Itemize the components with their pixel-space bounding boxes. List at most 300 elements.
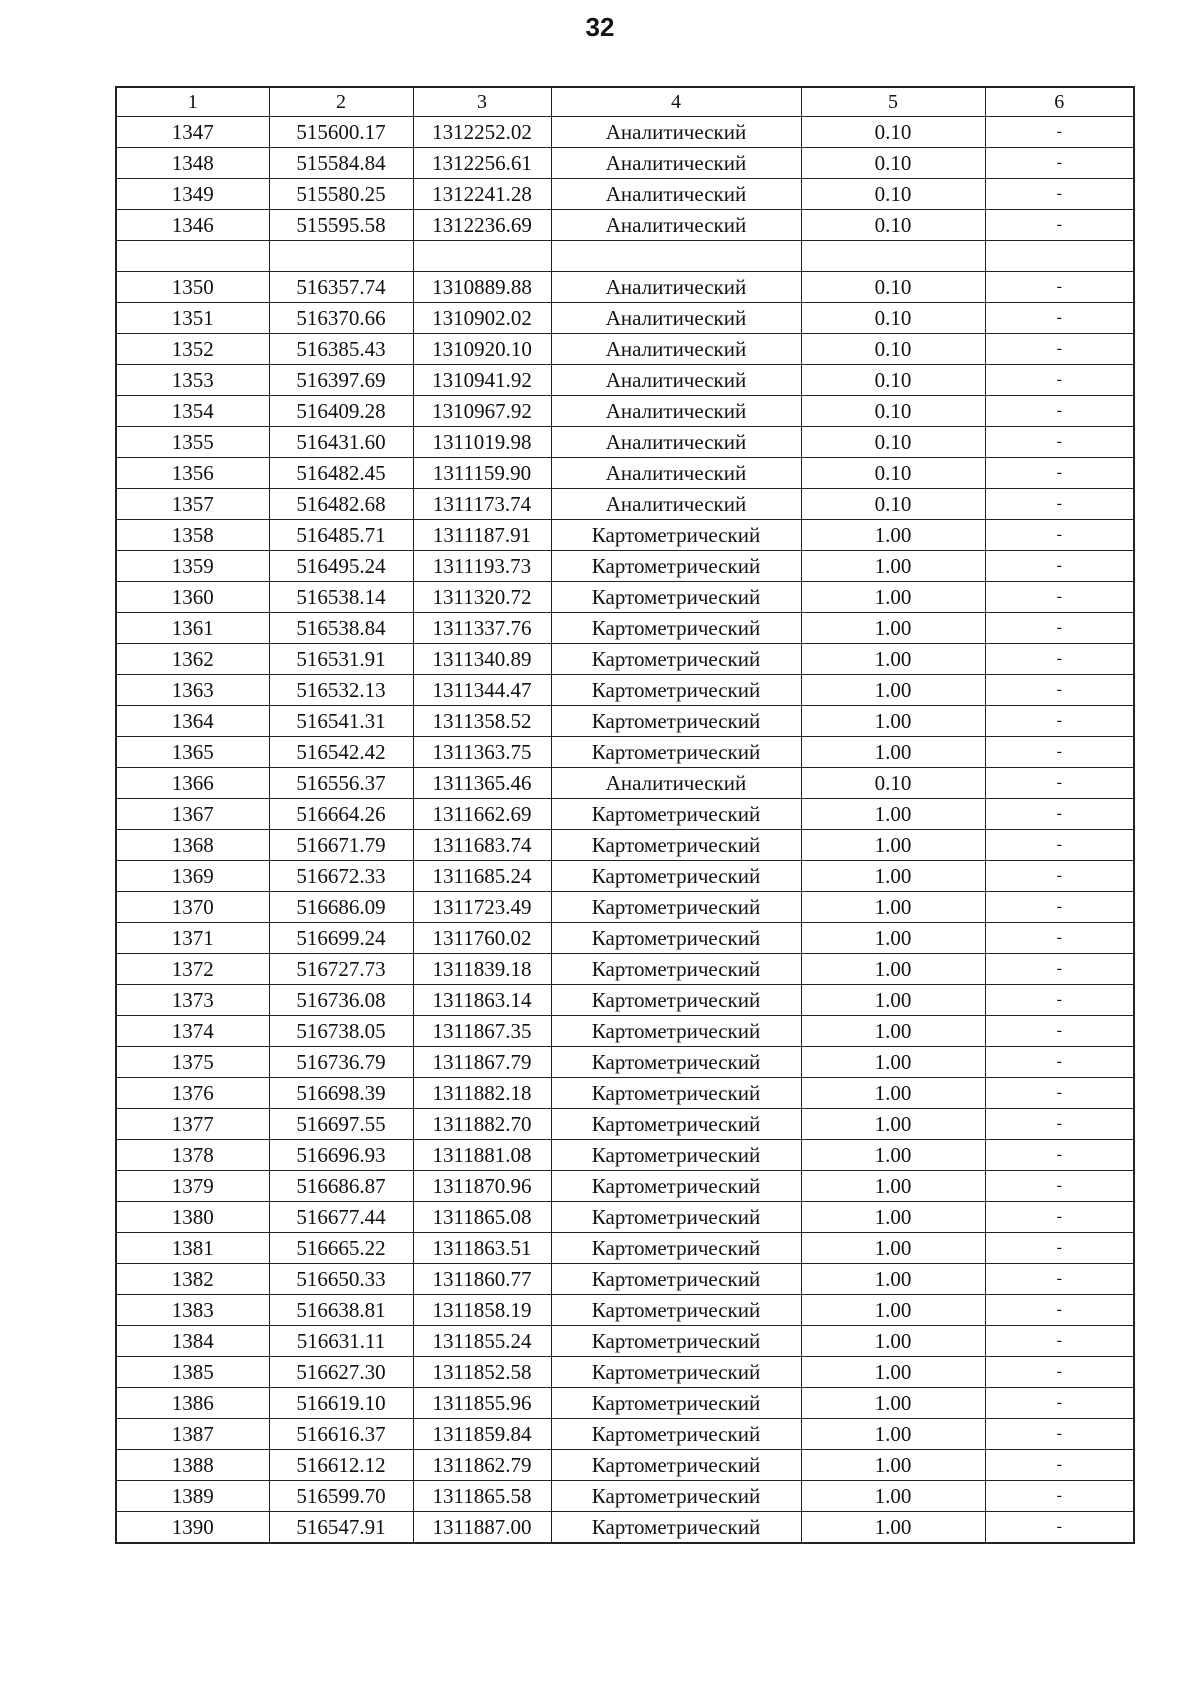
point-number-cell: 1357 xyxy=(116,489,269,520)
note-cell: - xyxy=(985,799,1134,830)
point-number-cell: 1382 xyxy=(116,1264,269,1295)
method-cell: Аналитический xyxy=(551,179,801,210)
note-cell: - xyxy=(985,644,1134,675)
point-number-cell: 1353 xyxy=(116,365,269,396)
table-body xyxy=(116,117,1134,1544)
point-number-cell: 1352 xyxy=(116,334,269,365)
x-coordinate-cell: 516627.30 xyxy=(269,1357,413,1388)
accuracy-cell: 1.00 xyxy=(801,1512,985,1544)
method-cell: Картометрический xyxy=(551,675,801,706)
accuracy-cell: 1.00 xyxy=(801,1233,985,1264)
note-cell: - xyxy=(985,675,1134,706)
accuracy-cell: 1.00 xyxy=(801,1109,985,1140)
method-cell: Аналитический xyxy=(551,489,801,520)
table-row xyxy=(116,706,1134,737)
point-number-cell: 1348 xyxy=(116,148,269,179)
x-coordinate-cell: 516638.81 xyxy=(269,1295,413,1326)
point-number-cell: 1371 xyxy=(116,923,269,954)
method-cell: Картометрический xyxy=(551,1047,801,1078)
note-cell: - xyxy=(985,148,1134,179)
table-row xyxy=(116,1140,1134,1171)
accuracy-cell: 0.10 xyxy=(801,489,985,520)
method-cell: Картометрический xyxy=(551,706,801,737)
point-number-cell: 1347 xyxy=(116,117,269,148)
y-coordinate-cell: 1312252.02 xyxy=(413,117,551,148)
table-row xyxy=(116,1016,1134,1047)
table-row xyxy=(116,892,1134,923)
note-cell: - xyxy=(985,768,1134,799)
y-coordinate-cell: 1311865.08 xyxy=(413,1202,551,1233)
method-cell: Картометрический xyxy=(551,551,801,582)
accuracy-cell: 1.00 xyxy=(801,985,985,1016)
x-coordinate-cell: 516616.37 xyxy=(269,1419,413,1450)
x-coordinate-cell: 515595.58 xyxy=(269,210,413,241)
y-coordinate-cell: 1311860.77 xyxy=(413,1264,551,1295)
y-coordinate-cell: 1312256.61 xyxy=(413,148,551,179)
x-coordinate-cell: 516736.08 xyxy=(269,985,413,1016)
x-coordinate-cell: 516686.87 xyxy=(269,1171,413,1202)
accuracy-cell: 1.00 xyxy=(801,1202,985,1233)
method-cell: Аналитический xyxy=(551,148,801,179)
accuracy-cell: 0.10 xyxy=(801,396,985,427)
method-cell: Картометрический xyxy=(551,644,801,675)
accuracy-cell: 1.00 xyxy=(801,923,985,954)
table-row xyxy=(116,1419,1134,1450)
y-coordinate-cell: 1310967.92 xyxy=(413,396,551,427)
method-cell: Картометрический xyxy=(551,1202,801,1233)
column-header-3: 3 xyxy=(413,87,551,117)
x-coordinate-cell: 516665.22 xyxy=(269,1233,413,1264)
table-row xyxy=(116,1078,1134,1109)
point-number-cell: 1354 xyxy=(116,396,269,427)
note-cell: - xyxy=(985,1357,1134,1388)
y-coordinate-cell: 1311340.89 xyxy=(413,644,551,675)
x-coordinate-cell: 516699.24 xyxy=(269,923,413,954)
table-row xyxy=(116,241,1134,272)
table-row xyxy=(116,1450,1134,1481)
point-number-cell: 1356 xyxy=(116,458,269,489)
accuracy-cell: 1.00 xyxy=(801,954,985,985)
note-cell: - xyxy=(985,1047,1134,1078)
accuracy-cell: 1.00 xyxy=(801,799,985,830)
table-row xyxy=(116,954,1134,985)
table-row xyxy=(116,923,1134,954)
method-cell: Картометрический xyxy=(551,1481,801,1512)
table-row xyxy=(116,613,1134,644)
method-cell: Картометрический xyxy=(551,1512,801,1544)
accuracy-cell: 1.00 xyxy=(801,644,985,675)
note-cell: - xyxy=(985,117,1134,148)
method-cell: Картометрический xyxy=(551,582,801,613)
note-cell: - xyxy=(985,830,1134,861)
note-cell: - xyxy=(985,1016,1134,1047)
y-coordinate-cell: 1311193.73 xyxy=(413,551,551,582)
note-cell: - xyxy=(985,1481,1134,1512)
accuracy-cell: 1.00 xyxy=(801,1016,985,1047)
x-coordinate-cell: 516727.73 xyxy=(269,954,413,985)
accuracy-cell: 1.00 xyxy=(801,675,985,706)
table-row xyxy=(116,427,1134,458)
table-row xyxy=(116,644,1134,675)
note-cell: - xyxy=(985,1450,1134,1481)
y-coordinate-cell: 1311344.47 xyxy=(413,675,551,706)
accuracy-cell: 0.10 xyxy=(801,303,985,334)
y-coordinate-cell: 1311882.70 xyxy=(413,1109,551,1140)
table-row xyxy=(116,179,1134,210)
x-coordinate-cell: 515584.84 xyxy=(269,148,413,179)
table-row xyxy=(116,830,1134,861)
note-cell: - xyxy=(985,582,1134,613)
y-coordinate-cell: 1311685.24 xyxy=(413,861,551,892)
note-cell: - xyxy=(985,272,1134,303)
note-cell: - xyxy=(985,210,1134,241)
point-number-cell: 1379 xyxy=(116,1171,269,1202)
table-row xyxy=(116,334,1134,365)
point-number-cell: 1388 xyxy=(116,1450,269,1481)
method-cell: Аналитический xyxy=(551,396,801,427)
x-coordinate-cell: 516357.74 xyxy=(269,272,413,303)
point-number-cell: 1385 xyxy=(116,1357,269,1388)
column-header-2: 2 xyxy=(269,87,413,117)
column-header-5: 5 xyxy=(801,87,985,117)
accuracy-cell: 1.00 xyxy=(801,1078,985,1109)
note-cell: - xyxy=(985,1140,1134,1171)
table-row xyxy=(116,1233,1134,1264)
header-row xyxy=(116,87,1134,117)
table-row xyxy=(116,551,1134,582)
point-number-cell xyxy=(116,241,269,272)
y-coordinate-cell: 1311855.96 xyxy=(413,1388,551,1419)
point-number-cell: 1359 xyxy=(116,551,269,582)
y-coordinate-cell: 1311863.51 xyxy=(413,1233,551,1264)
x-coordinate-cell: 516650.33 xyxy=(269,1264,413,1295)
x-coordinate-cell: 516738.05 xyxy=(269,1016,413,1047)
method-cell: Картометрический xyxy=(551,737,801,768)
note-cell: - xyxy=(985,613,1134,644)
table-row xyxy=(116,1109,1134,1140)
y-coordinate-cell: 1311870.96 xyxy=(413,1171,551,1202)
point-number-cell: 1390 xyxy=(116,1512,269,1544)
x-coordinate-cell: 516542.42 xyxy=(269,737,413,768)
y-coordinate-cell: 1311865.58 xyxy=(413,1481,551,1512)
point-number-cell: 1372 xyxy=(116,954,269,985)
table-row xyxy=(116,1202,1134,1233)
table-row xyxy=(116,768,1134,799)
point-number-cell: 1358 xyxy=(116,520,269,551)
method-cell: Картометрический xyxy=(551,1419,801,1450)
y-coordinate-cell: 1311365.46 xyxy=(413,768,551,799)
y-coordinate-cell: 1311882.18 xyxy=(413,1078,551,1109)
table-row xyxy=(116,1481,1134,1512)
point-number-cell: 1369 xyxy=(116,861,269,892)
method-cell: Аналитический xyxy=(551,458,801,489)
accuracy-cell: 1.00 xyxy=(801,737,985,768)
point-number-cell: 1370 xyxy=(116,892,269,923)
method-cell: Картометрический xyxy=(551,985,801,1016)
note-cell: - xyxy=(985,985,1134,1016)
method-cell: Картометрический xyxy=(551,1295,801,1326)
x-coordinate-cell: 516547.91 xyxy=(269,1512,413,1544)
x-coordinate-cell: 515580.25 xyxy=(269,179,413,210)
accuracy-cell: 1.00 xyxy=(801,613,985,644)
table-row xyxy=(116,365,1134,396)
table-row xyxy=(116,303,1134,334)
note-cell: - xyxy=(985,1171,1134,1202)
x-coordinate-cell: 516556.37 xyxy=(269,768,413,799)
column-header-6: 6 xyxy=(985,87,1134,117)
point-number-cell: 1375 xyxy=(116,1047,269,1078)
note-cell: - xyxy=(985,179,1134,210)
point-number-cell: 1350 xyxy=(116,272,269,303)
point-number-cell: 1377 xyxy=(116,1109,269,1140)
x-coordinate-cell: 516599.70 xyxy=(269,1481,413,1512)
table-row xyxy=(116,1295,1134,1326)
y-coordinate-cell: 1311862.79 xyxy=(413,1450,551,1481)
y-coordinate-cell: 1311858.19 xyxy=(413,1295,551,1326)
y-coordinate-cell: 1311683.74 xyxy=(413,830,551,861)
table-row xyxy=(116,1047,1134,1078)
x-coordinate-cell: 516612.12 xyxy=(269,1450,413,1481)
x-coordinate-cell: 516672.33 xyxy=(269,861,413,892)
x-coordinate-cell: 516538.14 xyxy=(269,582,413,613)
y-coordinate-cell: 1311723.49 xyxy=(413,892,551,923)
method-cell: Аналитический xyxy=(551,117,801,148)
accuracy-cell: 0.10 xyxy=(801,458,985,489)
method-cell: Картометрический xyxy=(551,1233,801,1264)
point-number-cell: 1381 xyxy=(116,1233,269,1264)
coordinates-table xyxy=(115,86,1135,1544)
note-cell: - xyxy=(985,551,1134,582)
note-cell: - xyxy=(985,1109,1134,1140)
column-header-4: 4 xyxy=(551,87,801,117)
x-coordinate-cell: 516631.11 xyxy=(269,1326,413,1357)
table-row xyxy=(116,737,1134,768)
accuracy-cell: 1.00 xyxy=(801,892,985,923)
method-cell: Картометрический xyxy=(551,1326,801,1357)
table-row xyxy=(116,520,1134,551)
x-coordinate-cell: 516482.68 xyxy=(269,489,413,520)
note-cell: - xyxy=(985,1512,1134,1544)
y-coordinate-cell: 1311839.18 xyxy=(413,954,551,985)
y-coordinate-cell: 1311760.02 xyxy=(413,923,551,954)
x-coordinate-cell: 516532.13 xyxy=(269,675,413,706)
x-coordinate-cell: 516698.39 xyxy=(269,1078,413,1109)
accuracy-cell: 0.10 xyxy=(801,210,985,241)
y-coordinate-cell: 1311019.98 xyxy=(413,427,551,458)
note-cell: - xyxy=(985,1264,1134,1295)
table-row xyxy=(116,210,1134,241)
accuracy-cell: 0.10 xyxy=(801,179,985,210)
point-number-cell: 1365 xyxy=(116,737,269,768)
y-coordinate-cell: 1311867.79 xyxy=(413,1047,551,1078)
accuracy-cell: 0.10 xyxy=(801,365,985,396)
method-cell: Картометрический xyxy=(551,1109,801,1140)
note-cell: - xyxy=(985,1233,1134,1264)
accuracy-cell: 0.10 xyxy=(801,148,985,179)
method-cell: Аналитический xyxy=(551,365,801,396)
point-number-cell: 1360 xyxy=(116,582,269,613)
point-number-cell: 1374 xyxy=(116,1016,269,1047)
point-number-cell: 1346 xyxy=(116,210,269,241)
point-number-cell: 1378 xyxy=(116,1140,269,1171)
method-cell: Картометрический xyxy=(551,1078,801,1109)
method-cell: Аналитический xyxy=(551,334,801,365)
method-cell: Картометрический xyxy=(551,1171,801,1202)
column-header-1: 1 xyxy=(116,87,269,117)
x-coordinate-cell: 515600.17 xyxy=(269,117,413,148)
x-coordinate-cell: 516370.66 xyxy=(269,303,413,334)
x-coordinate-cell: 516431.60 xyxy=(269,427,413,458)
point-number-cell: 1383 xyxy=(116,1295,269,1326)
method-cell: Картометрический xyxy=(551,861,801,892)
accuracy-cell: 1.00 xyxy=(801,582,985,613)
y-coordinate-cell: 1311173.74 xyxy=(413,489,551,520)
accuracy-cell: 1.00 xyxy=(801,1326,985,1357)
table-row xyxy=(116,1357,1134,1388)
method-cell: Аналитический xyxy=(551,427,801,458)
table-row xyxy=(116,117,1134,148)
y-coordinate-cell: 1311337.76 xyxy=(413,613,551,644)
method-cell: Аналитический xyxy=(551,272,801,303)
note-cell xyxy=(985,241,1134,272)
method-cell: Картометрический xyxy=(551,1016,801,1047)
x-coordinate-cell: 516485.71 xyxy=(269,520,413,551)
x-coordinate-cell: 516531.91 xyxy=(269,644,413,675)
note-cell: - xyxy=(985,334,1134,365)
accuracy-cell: 1.00 xyxy=(801,830,985,861)
x-coordinate-cell: 516671.79 xyxy=(269,830,413,861)
table-row xyxy=(116,458,1134,489)
method-cell: Картометрический xyxy=(551,1264,801,1295)
y-coordinate-cell: 1311662.69 xyxy=(413,799,551,830)
y-coordinate-cell: 1310902.02 xyxy=(413,303,551,334)
point-number-cell: 1362 xyxy=(116,644,269,675)
point-number-cell: 1368 xyxy=(116,830,269,861)
table-row xyxy=(116,582,1134,613)
accuracy-cell: 1.00 xyxy=(801,1481,985,1512)
note-cell: - xyxy=(985,303,1134,334)
table-row xyxy=(116,396,1134,427)
x-coordinate-cell: 516619.10 xyxy=(269,1388,413,1419)
accuracy-cell: 0.10 xyxy=(801,427,985,458)
point-number-cell: 1351 xyxy=(116,303,269,334)
y-coordinate-cell: 1311855.24 xyxy=(413,1326,551,1357)
table-row xyxy=(116,1512,1134,1544)
note-cell: - xyxy=(985,365,1134,396)
table-row xyxy=(116,1326,1134,1357)
accuracy-cell xyxy=(801,241,985,272)
x-coordinate-cell: 516686.09 xyxy=(269,892,413,923)
note-cell: - xyxy=(985,892,1134,923)
method-cell: Картометрический xyxy=(551,1388,801,1419)
method-cell: Картометрический xyxy=(551,1140,801,1171)
note-cell: - xyxy=(985,923,1134,954)
table-row xyxy=(116,148,1134,179)
note-cell: - xyxy=(985,1078,1134,1109)
note-cell: - xyxy=(985,954,1134,985)
method-cell xyxy=(551,241,801,272)
point-number-cell: 1355 xyxy=(116,427,269,458)
point-number-cell: 1363 xyxy=(116,675,269,706)
x-coordinate-cell: 516495.24 xyxy=(269,551,413,582)
x-coordinate-cell: 516677.44 xyxy=(269,1202,413,1233)
note-cell: - xyxy=(985,1295,1134,1326)
x-coordinate-cell: 516736.79 xyxy=(269,1047,413,1078)
x-coordinate-cell: 516385.43 xyxy=(269,334,413,365)
accuracy-cell: 1.00 xyxy=(801,520,985,551)
accuracy-cell: 0.10 xyxy=(801,768,985,799)
table-row xyxy=(116,1264,1134,1295)
y-coordinate-cell xyxy=(413,241,551,272)
note-cell: - xyxy=(985,737,1134,768)
y-coordinate-cell: 1311358.52 xyxy=(413,706,551,737)
note-cell: - xyxy=(985,1419,1134,1450)
table-row xyxy=(116,272,1134,303)
point-number-cell: 1376 xyxy=(116,1078,269,1109)
table-row xyxy=(116,1171,1134,1202)
y-coordinate-cell: 1311867.35 xyxy=(413,1016,551,1047)
method-cell: Картометрический xyxy=(551,923,801,954)
table-row xyxy=(116,985,1134,1016)
y-coordinate-cell: 1311363.75 xyxy=(413,737,551,768)
x-coordinate-cell: 516397.69 xyxy=(269,365,413,396)
x-coordinate-cell: 516409.28 xyxy=(269,396,413,427)
point-number-cell: 1384 xyxy=(116,1326,269,1357)
note-cell: - xyxy=(985,1388,1134,1419)
note-cell: - xyxy=(985,1202,1134,1233)
method-cell: Картометрический xyxy=(551,799,801,830)
accuracy-cell: 1.00 xyxy=(801,1140,985,1171)
table-row xyxy=(116,799,1134,830)
accuracy-cell: 1.00 xyxy=(801,1295,985,1326)
method-cell: Аналитический xyxy=(551,303,801,334)
note-cell: - xyxy=(985,396,1134,427)
y-coordinate-cell: 1311187.91 xyxy=(413,520,551,551)
method-cell: Картометрический xyxy=(551,613,801,644)
accuracy-cell: 1.00 xyxy=(801,1388,985,1419)
point-number-cell: 1366 xyxy=(116,768,269,799)
y-coordinate-cell: 1310889.88 xyxy=(413,272,551,303)
note-cell: - xyxy=(985,489,1134,520)
y-coordinate-cell: 1311859.84 xyxy=(413,1419,551,1450)
x-coordinate-cell: 516697.55 xyxy=(269,1109,413,1140)
note-cell: - xyxy=(985,706,1134,737)
accuracy-cell: 1.00 xyxy=(801,1171,985,1202)
point-number-cell: 1349 xyxy=(116,179,269,210)
point-number-cell: 1367 xyxy=(116,799,269,830)
point-number-cell: 1380 xyxy=(116,1202,269,1233)
accuracy-cell: 1.00 xyxy=(801,1357,985,1388)
method-cell: Картометрический xyxy=(551,1450,801,1481)
x-coordinate-cell: 516696.93 xyxy=(269,1140,413,1171)
y-coordinate-cell: 1312241.28 xyxy=(413,179,551,210)
note-cell: - xyxy=(985,427,1134,458)
x-coordinate-cell: 516541.31 xyxy=(269,706,413,737)
accuracy-cell: 1.00 xyxy=(801,1047,985,1078)
table-row xyxy=(116,675,1134,706)
y-coordinate-cell: 1310941.92 xyxy=(413,365,551,396)
table-row xyxy=(116,1388,1134,1419)
method-cell: Картометрический xyxy=(551,1357,801,1388)
note-cell: - xyxy=(985,520,1134,551)
x-coordinate-cell: 516482.45 xyxy=(269,458,413,489)
accuracy-cell: 1.00 xyxy=(801,551,985,582)
x-coordinate-cell: 516538.84 xyxy=(269,613,413,644)
method-cell: Аналитический xyxy=(551,210,801,241)
y-coordinate-cell: 1311863.14 xyxy=(413,985,551,1016)
table-row xyxy=(116,489,1134,520)
accuracy-cell: 0.10 xyxy=(801,334,985,365)
